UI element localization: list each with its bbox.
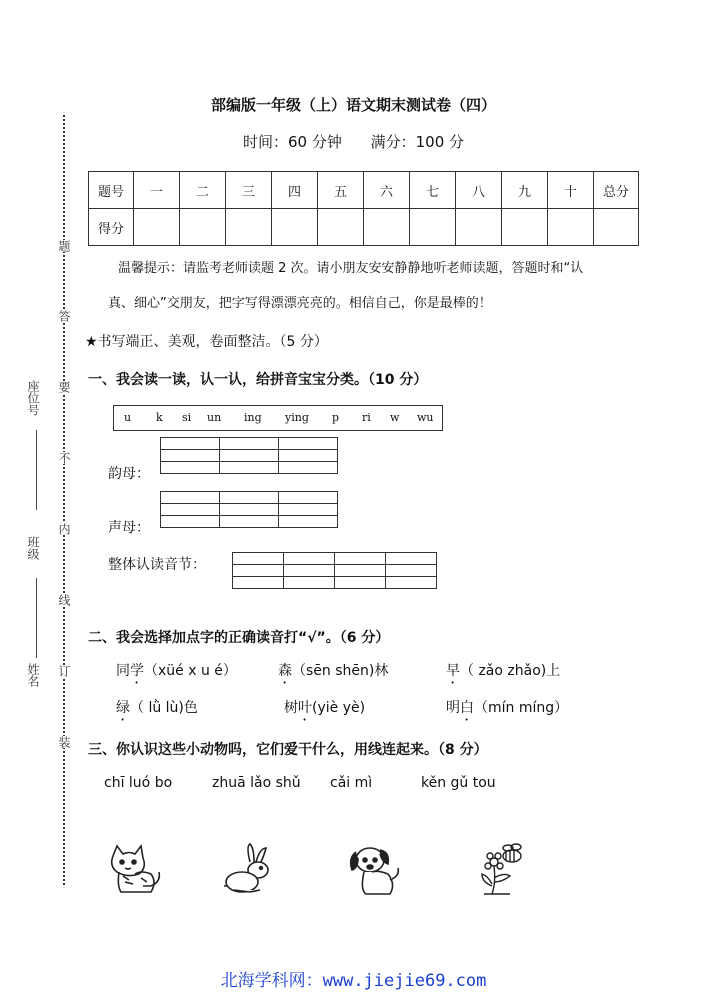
section1-heading: 一、我会读一读，认一认，给拼音宝宝分类。（10 分） (88, 372, 428, 388)
seal-char: 不 (57, 452, 71, 464)
pinyin-item: ing (244, 411, 262, 424)
grid-cell[interactable] (161, 492, 220, 504)
grid-cell[interactable] (161, 516, 220, 528)
reading-item[interactable] (446, 697, 568, 724)
score-header-cell: 总分 (594, 172, 639, 209)
score-row-label: 得分 (89, 209, 134, 246)
item-options: （ zǎo zhǎo)上 (460, 663, 561, 679)
score-header-cell: 十 (548, 172, 594, 209)
grid-cell[interactable] (279, 462, 338, 474)
page-title: 部编版一年级（上）语文期末测试卷（四） (210, 96, 496, 114)
reading-item[interactable] (278, 660, 388, 687)
pinyin-item: p (332, 411, 340, 424)
grid-cell[interactable] (386, 565, 437, 577)
site-footer[interactable]: 北海学科网：www.jiejie69.com (220, 971, 487, 991)
tip-line-1: 温馨提示：请监考老师读题 2 次。请小朋友安安静静地听老师读题，答题时和“认 (118, 261, 584, 276)
item-options: （sēn shēn)林 (292, 663, 389, 679)
yunmu-label: 韵母： (108, 466, 150, 482)
seal-char: 装 (57, 736, 71, 748)
binding-dotted-line (63, 115, 65, 885)
score-header-cell: 八 (456, 172, 502, 209)
exam-info (0, 131, 707, 152)
grid-cell[interactable] (386, 553, 437, 565)
zhengti-label: 整体认读音节： (108, 557, 206, 573)
grid-cell[interactable] (279, 438, 338, 450)
seal-char: 内 (57, 523, 71, 535)
shengmu-label: 声母： (108, 520, 150, 536)
dotted-char: 学 (130, 663, 144, 679)
dotted-char: 绿 (116, 700, 130, 716)
section3-heading: 三、你认识这些小动物吗，它们爱干什么，用线连起来。（8 分） (88, 742, 488, 758)
pinyin-item: ying (285, 411, 309, 424)
grid-cell[interactable] (161, 504, 220, 516)
grid-cell[interactable] (233, 577, 284, 589)
grid-cell[interactable] (161, 462, 220, 474)
score-cell[interactable] (134, 209, 180, 246)
section2-heading: 二、我会选择加点字的正确读音打“√”。（6 分） (88, 630, 390, 646)
dotted-char: 森 (278, 663, 292, 679)
seat-label: 座位号 (26, 380, 40, 416)
dotted-char: 白 (460, 700, 474, 716)
grid-cell[interactable] (233, 553, 284, 565)
seat-blank[interactable] (36, 430, 37, 510)
score-header-cell: 九 (502, 172, 548, 209)
score-table (88, 171, 639, 246)
score-cell[interactable] (594, 209, 639, 246)
score-header-cell: 五 (318, 172, 364, 209)
exam-time: 时间：60 分钟 (242, 133, 342, 151)
pinyin-item: w (390, 411, 400, 424)
rabbit-icon[interactable] (220, 842, 280, 898)
shengmu-grid (160, 491, 338, 528)
pinyin-phrase[interactable]: cǎi mì (330, 775, 373, 791)
pinyin-item: ri (362, 411, 371, 424)
reading-item[interactable] (116, 660, 237, 687)
seal-char: 答 (57, 310, 71, 322)
item-text: 树 (284, 700, 298, 716)
grid-cell[interactable] (284, 577, 335, 589)
grid-cell[interactable] (220, 462, 279, 474)
pinyin-item: u (124, 411, 132, 424)
reading-item[interactable] (284, 697, 365, 724)
item-options: （xüé x u é） (144, 663, 237, 679)
score-header-cell: 三 (226, 172, 272, 209)
grid-cell[interactable] (220, 516, 279, 528)
grid-cell[interactable] (161, 450, 220, 462)
score-header-cell: 题号 (89, 172, 134, 209)
score-cell[interactable] (364, 209, 410, 246)
grid-cell[interactable] (220, 492, 279, 504)
score-cell[interactable] (410, 209, 456, 246)
name-label: 姓名 (26, 663, 40, 687)
grid-cell[interactable] (279, 450, 338, 462)
score-header-cell: 二 (180, 172, 226, 209)
item-options: （ lǜ lù)色 (130, 700, 198, 716)
grid-cell[interactable] (279, 492, 338, 504)
pinyin-phrase[interactable]: kěn gǔ tou (421, 775, 496, 791)
seal-char: 要 (57, 381, 71, 393)
grid-cell[interactable] (220, 450, 279, 462)
reading-item[interactable] (116, 697, 198, 724)
bee-flower-icon[interactable] (476, 842, 536, 898)
item-text: 明 (446, 700, 460, 716)
grid-cell[interactable] (335, 577, 386, 589)
class-label: 班级 (26, 536, 40, 560)
grid-cell[interactable] (279, 504, 338, 516)
seal-char: 线 (57, 594, 71, 606)
score-cell[interactable] (272, 209, 318, 246)
pinyin-item: un (207, 411, 222, 424)
tip-line-2: 真、细心”交朋友，把字写得漂漂亮亮的。相信自己，你是最棒的！ (108, 296, 492, 311)
pinyin-phrase[interactable]: chī luó bo (104, 775, 173, 791)
score-cell[interactable] (318, 209, 364, 246)
pinyin-item: k (156, 411, 163, 424)
grid-cell[interactable] (220, 504, 279, 516)
score-header-cell: 一 (134, 172, 180, 209)
yunmu-grid (160, 437, 338, 474)
grid-cell[interactable] (284, 565, 335, 577)
pinyin-box (113, 405, 443, 431)
grid-cell[interactable] (284, 553, 335, 565)
reading-item[interactable] (446, 660, 560, 687)
puppy-icon[interactable] (346, 842, 406, 898)
score-cell[interactable] (226, 209, 272, 246)
score-header-cell: 七 (410, 172, 456, 209)
pinyin-phrase[interactable]: zhuā lǎo shǔ (212, 775, 301, 791)
dotted-char: 叶 (298, 700, 312, 716)
item-options: (yiè yè) (312, 700, 366, 716)
pinyin-item: wu (417, 411, 434, 424)
item-text: 同 (116, 663, 130, 679)
grid-cell[interactable] (233, 565, 284, 577)
score-header-cell: 四 (272, 172, 318, 209)
grid-cell[interactable] (386, 577, 437, 589)
score-cell[interactable] (180, 209, 226, 246)
handwriting-note: ★书写端正、美观，卷面整洁。（5 分） (85, 334, 328, 350)
score-header-cell: 六 (364, 172, 410, 209)
score-cell[interactable] (456, 209, 502, 246)
seal-char: 题 (57, 240, 71, 252)
grid-cell[interactable] (161, 438, 220, 450)
grid-cell[interactable] (279, 516, 338, 528)
score-cell[interactable] (502, 209, 548, 246)
item-options: （mín míng） (474, 700, 569, 716)
grid-cell[interactable] (335, 565, 386, 577)
score-cell[interactable] (548, 209, 594, 246)
pinyin-item: si (182, 411, 192, 424)
grid-cell[interactable] (220, 438, 279, 450)
zhengti-grid (232, 552, 437, 589)
exam-full-score: 满分：100 分 (370, 133, 465, 151)
cat-icon[interactable] (105, 842, 165, 898)
class-blank[interactable] (36, 578, 37, 658)
seal-char: 订 (57, 665, 71, 677)
grid-cell[interactable] (335, 553, 386, 565)
dotted-char: 早 (446, 663, 460, 679)
